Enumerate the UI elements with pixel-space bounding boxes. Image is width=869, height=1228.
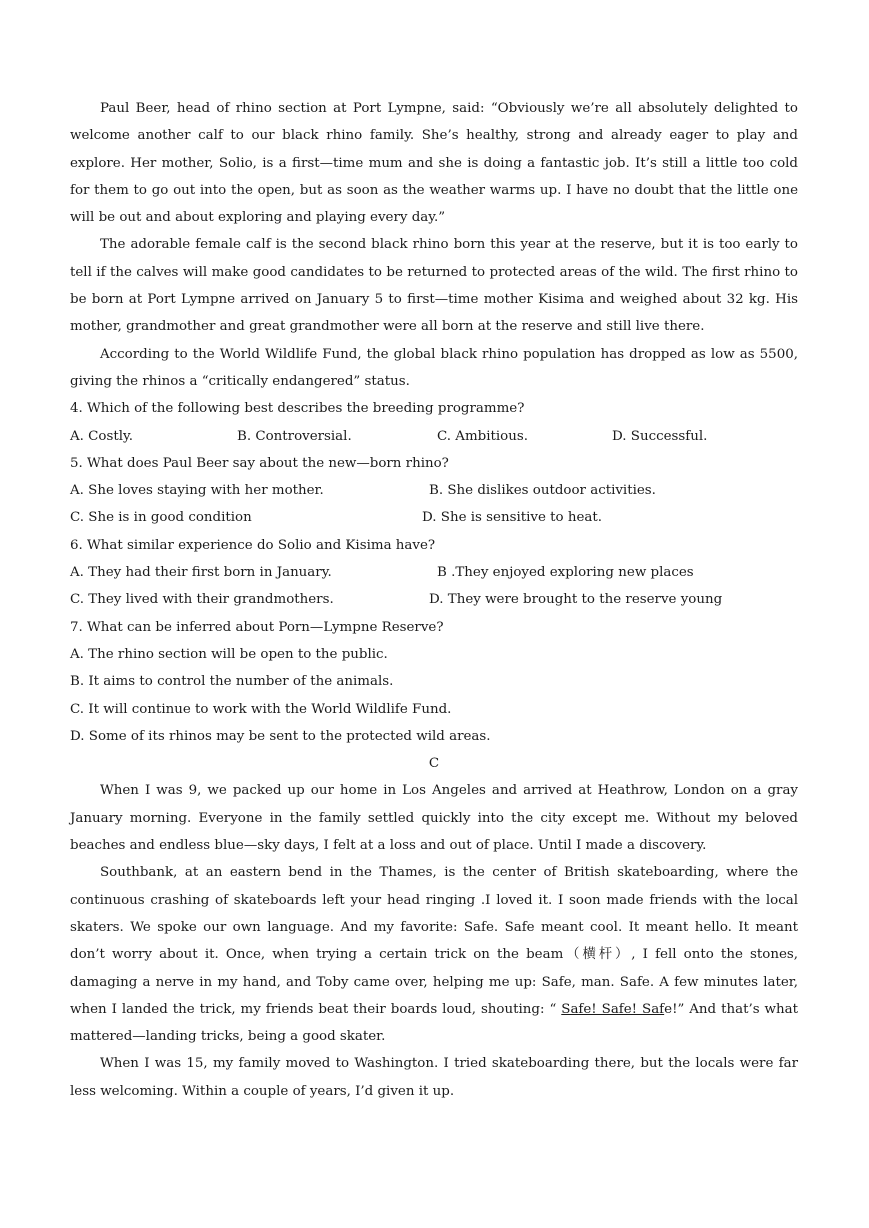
option-c: C. It will continue to work with the World Wildlife Fund. xyxy=(70,701,452,717)
option-d: D. Some of its rhinos may be sent to the protected wild areas. xyxy=(70,728,491,744)
question-stem: 5. What does Paul Beer say about the new—born rhino? xyxy=(70,455,449,471)
option-a: A. The rhino section will be open to the public. xyxy=(70,646,388,662)
option-b: B. Controversial. xyxy=(237,428,352,444)
paragraph xyxy=(70,859,798,1050)
option-b: B. It aims to control the number of the animals. xyxy=(70,674,394,690)
document-page xyxy=(70,95,798,1105)
question-options xyxy=(70,559,798,586)
question-options xyxy=(70,504,798,531)
underlined-text: Safe! Safe! Saf xyxy=(561,1001,665,1017)
option-b: B .They enjoyed exploring new places xyxy=(437,565,694,581)
option-a: A. They had their first born in January. xyxy=(70,565,332,581)
option-d: D. Successful. xyxy=(612,428,708,444)
option-a: A. Costly. xyxy=(70,428,134,444)
paragraph: When I was 9, we packed up our home in Los Angeles and arrived at Heathrow, London on a gray January morning. Everyone in the family settled quickly into the city except me. Without my beloved beaches and endless blue—sky days, I felt at a loss and out of place. Until I made a discovery. xyxy=(70,783,798,854)
option-d: D. She is sensitive to heat. xyxy=(422,510,603,526)
paragraph: Paul Beer, head of rhino section at Port Lympne, said: “Obviously we’re all absolutely delighted to welcome another calf to our black rhino family. She’s healthy, strong and already eager to play and explore. Her mother, Solio, is a first—time mum and she is doing a fantastic job. It’s still a little too cold for them to go out into the open, but as soon as the weather warms up. I have no doubt that the little one will be out and about exploring and playing every day.” xyxy=(70,101,798,226)
option-b: B. She dislikes outdoor activities. xyxy=(429,483,656,499)
question-options xyxy=(70,423,798,450)
question-options xyxy=(70,586,798,613)
option-c: C. She is in good condition xyxy=(70,510,252,526)
paragraph: When I was 15, my family moved to Washington. I tried skateboarding there, but the locals were far less welcoming. Within a couple of years, I’d given it up. xyxy=(70,1056,798,1099)
option-c: C. Ambitious. xyxy=(437,428,528,444)
option-d: D. They were brought to the reserve young xyxy=(429,592,723,608)
question-stem: 4. Which of the following best describes the breeding programme? xyxy=(70,401,525,417)
option-c: C. They lived with their grandmothers. xyxy=(70,592,334,608)
question-stem: 6. What similar experience do Solio and Kisima have? xyxy=(70,537,436,553)
paragraph-text: e!” And that’s what mattered—landing tricks, being a good skater. xyxy=(70,1001,798,1045)
paragraph: According to the World Wildlife Fund, the global black rhino population has dropped as low as 5500, giving the rhinos a “critically endangered” status. xyxy=(70,346,798,389)
paragraph-text: Southbank, at an eastern bend in the Thames, is the center of British skateboarding, where the continuous crashing of skateboards left your head ringing .I loved it. I soon made friends with the local skaters. We spoke our own language. And my favorite: Safe. Safe meant cool. It meant hello. It meant don’t worry about it. Once, when trying a certain trick on the beam（横杆）, I fell onto the stones, damaging a nerve in my hand, and Toby came over, helping me up: Safe, man. Safe. A few minutes later, when I landed the trick, my friends beat their boards loud, shouting: “ xyxy=(70,865,798,1017)
option-a: A. She loves staying with her mother. xyxy=(70,483,324,499)
question-stem: 7. What can be inferred about Porn—Lympne Reserve? xyxy=(70,619,444,635)
paragraph: The adorable female calf is the second black rhino born this year at the reserve, but it is too early to tell if the calves will make good candidates to be returned to protected areas of the wild. The first rhino to be born at Port Lympne arrived on January 5 to first—time mother Kisima and weighed about 32 kg. His mother, grandmother and great grandmother were all born at the reserve and still live there. xyxy=(70,237,798,335)
question-options xyxy=(70,477,798,504)
section-heading: C xyxy=(428,756,440,772)
